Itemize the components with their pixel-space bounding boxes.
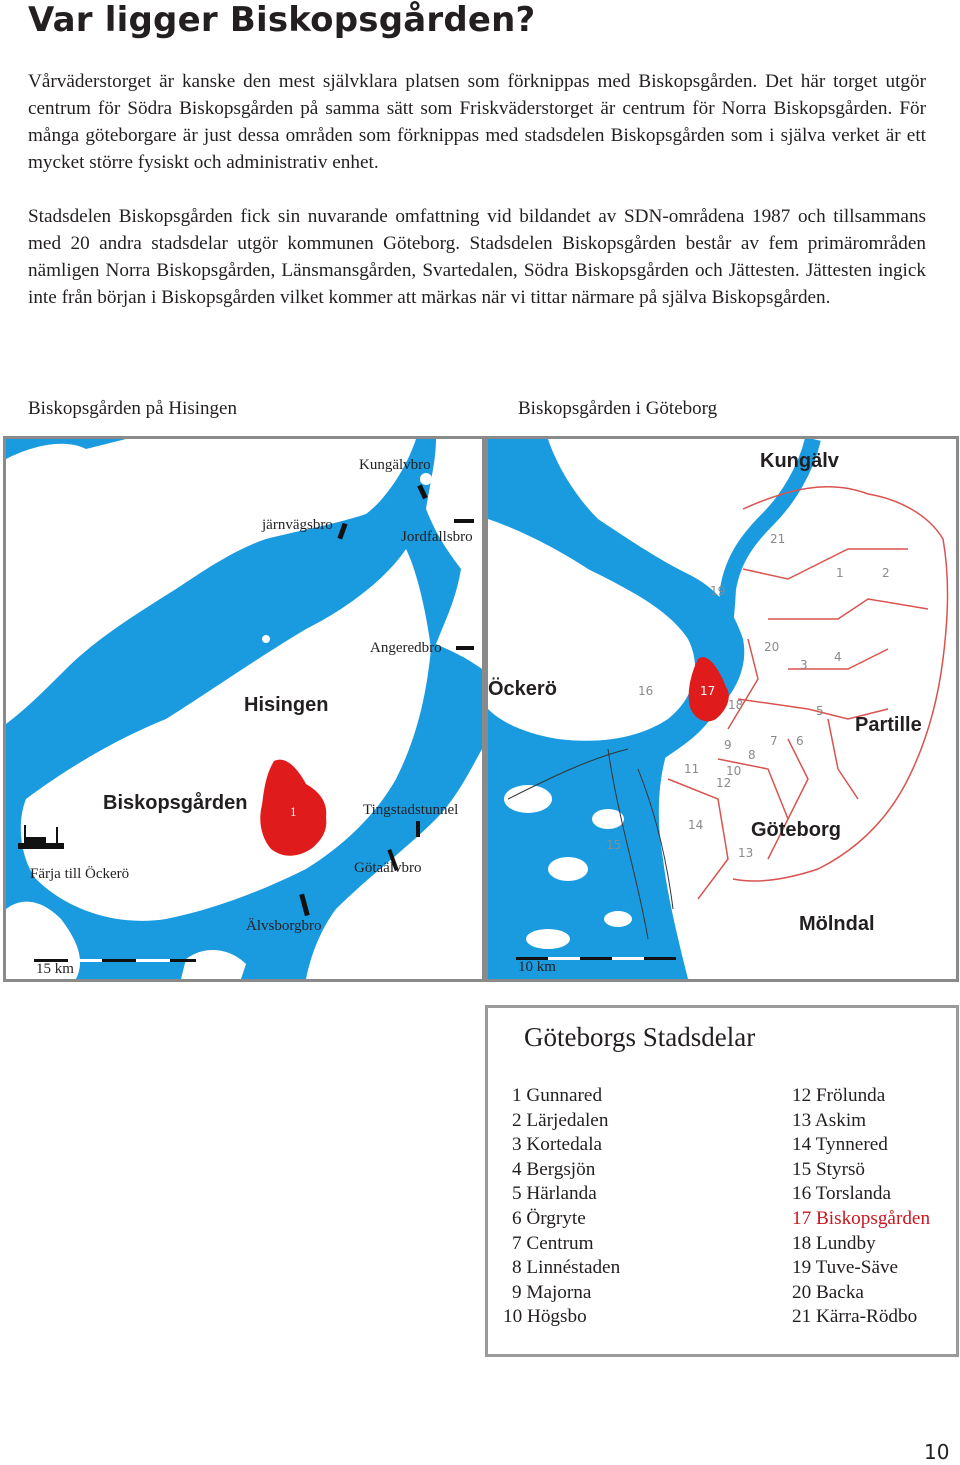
legend-item-highlighted: 17 Biskopsgården — [792, 1207, 931, 1229]
legend-title: Göteborgs Stadsdelar — [524, 1022, 756, 1052]
alvsborgbro-label: Älvsborgbro — [246, 918, 322, 934]
jordfallsbro-label: Jordfallsbro — [401, 529, 473, 545]
district-number: 8 — [748, 748, 756, 762]
district-number: 6 — [796, 734, 804, 748]
district-number: 12 — [716, 776, 732, 790]
molndal-label: Mölndal — [799, 913, 875, 935]
district-number: 20 — [764, 640, 780, 654]
legend-item: 9 Majorna — [512, 1281, 592, 1303]
map-left-caption: Biskopsgården på Hisingen — [28, 398, 237, 419]
gotaalvbro-label: Götaälvbro — [354, 860, 422, 876]
legend-item: 19 Tuve-Säve — [792, 1257, 899, 1279]
legend-item: 2 Lärjedalen — [512, 1109, 609, 1131]
scale-label: 10 km — [518, 959, 556, 975]
legend-item: 20 Backa — [792, 1281, 864, 1303]
goteborg-label: Göteborg — [751, 819, 841, 841]
district-number: 3 — [800, 658, 808, 672]
partille-label: Partille — [855, 714, 922, 736]
legend-item: 4 Bergsjön — [512, 1158, 596, 1180]
district-number: 11 — [684, 762, 700, 776]
kungalvbro-label: Kungälvbro — [359, 457, 431, 473]
jarnvagsbro-label: järnvägsbro — [262, 517, 333, 533]
district-number: 10 — [726, 764, 742, 778]
legend-column-left — [503, 1084, 621, 1330]
legend-item: 5 Härlanda — [512, 1183, 597, 1205]
district-number: 15 — [606, 838, 622, 852]
district-number: 14 — [688, 818, 704, 832]
legend-item: 3 Kortedala — [512, 1134, 603, 1156]
legend-item: 10 Högsbo — [503, 1306, 587, 1328]
scale-label: 15 km — [36, 961, 74, 977]
legend-item: 8 Linnéstaden — [512, 1257, 621, 1279]
legend-column-right — [792, 1084, 930, 1330]
page-number: 10 — [924, 1440, 950, 1464]
legend-item: 12 Frölunda — [792, 1085, 886, 1106]
district-number: 18 — [728, 698, 744, 712]
legend-item: 15 Styrsö — [792, 1158, 866, 1180]
district-number: 16 — [638, 684, 654, 698]
map-right-caption: Biskopsgården i Göteborg — [518, 398, 718, 419]
district-number: 13 — [738, 846, 754, 860]
district-number: 9 — [724, 738, 732, 752]
goteborg-map — [485, 436, 959, 982]
legend-item: 14 Tynnered — [792, 1134, 888, 1156]
area-number-label: 1 — [290, 804, 297, 819]
goteborg-map-graphic — [488, 439, 956, 979]
district-number: 2 — [882, 566, 890, 580]
ockero-label: Öckerö — [488, 678, 557, 700]
farja-label: Färja till Öckerö — [30, 866, 130, 882]
kungalv-label: Kungälv — [760, 450, 839, 472]
district-number: 21 — [770, 532, 786, 546]
legend-item: 21 Kärra-Rödbo — [792, 1306, 918, 1328]
tingstadstunnel-label: Tingstadstunnel — [363, 802, 459, 818]
district-number: 17 — [700, 684, 716, 698]
legend-item: 13 Askim — [792, 1109, 867, 1131]
biskopsgarden-label: Biskopsgården — [103, 792, 248, 814]
legend-item: 6 Örgryte — [512, 1207, 586, 1229]
page-title: Var ligger Biskopsgården? — [28, 0, 536, 40]
legend-item: 18 Lundby — [792, 1232, 876, 1254]
district-number: 19 — [710, 584, 726, 598]
district-number: 4 — [834, 650, 842, 664]
legend-item: 1 Gunnared — [512, 1085, 603, 1106]
district-paragraph: Stadsdelen Biskopsgården fick sin nuvarande omfattning vid bildandet av SDN-områdena 1987 och tillsammans med 20 andra stadsdelar utgör kommunen Göteborg. Stadsdelen Biskopsgården består av fem primärområden nämligen Norra Biskopsgården, Länsmansgården, Svartedalen, Södra Biskopsgården och Jättesten. Jättesten ingick inte från början i Biskopsgården vilket kommer att märkas när vi tittar närmare på själva Biskopsgården. — [28, 206, 926, 308]
hisingen-label: Hisingen — [244, 694, 329, 716]
district-number: 5 — [816, 704, 824, 718]
district-number: 7 — [770, 734, 778, 748]
hisingen-map — [3, 436, 485, 982]
legend-item: 7 Centrum — [512, 1232, 594, 1254]
angeredbro-label: Angeredbro — [370, 640, 442, 656]
districts-legend — [485, 1005, 959, 1357]
intro-paragraph: Vårväderstorget är kanske den mest självklara platsen som förknippas med Biskopsgården. Det här torget utgör centrum för Södra Biskopsgården på samma sätt som Friskväderstorget är centrum för Norra Biskopsgården. För många göteborgare är just dessa områden som förknippas med stadsdelen Biskopsgården som i själva verket är ett mycket större fysiskt och administrativ enhet. — [28, 71, 926, 173]
legend-item: 16 Torslanda — [792, 1183, 892, 1205]
district-number: 1 — [836, 566, 844, 580]
